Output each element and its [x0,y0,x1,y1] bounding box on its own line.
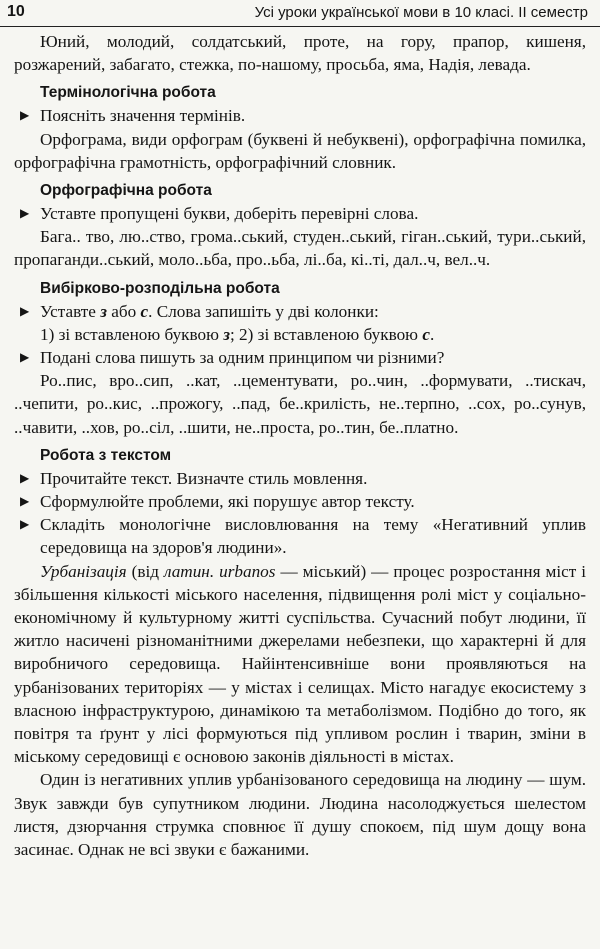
selective-exercise: Ро..пис, вро..сип, ..кат, ..цементувати, ро..чин, ..формувати, ..тискач, ..чепити, ро..кис, ..прожогу, ..пад, бе..крилість, не..терпно, ..сох, ро..сунув, ..чавити, ..хов, ро..сіл, ..шити, не..проста, ро..тин, бе..платно. [14,371,586,437]
task-text: ; 2) зі вставленою буквою [229,324,423,344]
letter-z: з [100,301,107,321]
letter-z: з [223,324,230,344]
task-columns [14,323,586,346]
task-read-text [14,467,586,490]
task-text: Сформулюйте проблеми, які порушує автор тексту. [40,492,415,512]
task-monologue [14,513,586,559]
task-text: Уставте [40,301,101,321]
heading-terminology: Термінологічна робота [40,84,216,102]
task-insert-letters [14,202,586,225]
task-text: або [106,301,141,321]
triangle-bullet-icon: ▶ [20,108,30,123]
task-text: Подані слова пишуть за одним принципом чи різними? [40,348,445,368]
letter-s: с [140,301,149,321]
task-insert-z-or-s [14,300,586,323]
page-content [14,30,586,861]
term-urbanization: Урбанізація [40,561,127,581]
urbanization-paragraph [14,560,586,769]
triangle-bullet-icon: ▶ [20,303,30,318]
page-number: 10 [7,3,25,20]
terminology-text: Орфограма, види орфограм (буквені й небуквені), орфографічна помилка, орфографічна грамотність, орфографічний словник. [14,129,586,172]
task-explain-terms [14,104,586,127]
heading-selective: Вибірково-розподільна робота [40,279,280,297]
page-header [0,0,600,27]
task-text: Уставте пропущені букви, доберіть перевірні слова. [40,204,419,224]
triangle-bullet-icon: ▶ [20,350,30,365]
task-text: Прочитайте текст. Визначте стиль мовлення. [40,468,368,488]
orthographic-exercise: Бага.. тво, лю..ство, грома..ський, студен..ський, гіган..ський, тури..ський, пропаганди..ський, моло..ьба, про..ьба, лі..ба, кі..ті, дал..ч, вел..ч. [14,227,586,270]
task-problems [14,490,586,513]
intro-word-list: Юний, молодий, солдатський, проте, на гору, прапор, кишеня, розжарений, забагато, стежка, по-нашому, просьба, яма, Надія, левада. [14,32,586,75]
running-title: Усі уроки української мови в 10 класі. II семестр [254,4,588,21]
letter-s: с [422,324,430,344]
task-text: Поясніть значення термінів. [40,106,246,126]
task-text: 1) зі вставленою буквою [40,324,224,344]
triangle-bullet-icon: ▶ [20,206,30,221]
task-text: Складіть монологічне висловлювання на тему «Негативний уплив середовища на здоров'я людини». [40,515,586,558]
triangle-bullet-icon: ▶ [20,494,30,509]
triangle-bullet-icon: ▶ [20,470,30,485]
triangle-bullet-icon: ▶ [20,517,30,532]
noise-paragraph: Один із негативних уплив урбанізованого середовища на людину — шум. Звук завжди був супутником людини. Людина насолоджується шелестом листя, дзюрчання струмка сповнює її душу спокоєм, під шум дощу вона засинає. Однак не всі звуки є бажаними. [14,770,586,860]
heading-text-work: Робота з текстом [40,446,172,464]
task-text: . [429,324,435,344]
term-source: латин. urbanos [164,561,276,581]
paragraph-text: (від [126,561,164,581]
heading-orthographic: Орфографічна робота [40,182,212,200]
task-text: . Слова запишіть у дві колонки: [148,301,379,321]
paragraph-text: — міський) — процес розростання міст і збільшення кількості міського населення, підвищення ролі міст у соціально-економічному й культурному житті суспільства. Сучасний побут людини, її житло насичені різноманітними джерелами небезпеки, що характерні й для виробничого середовища. Найінтенсивніше вони проявляються на урбанізованих територіях — у містах і селищах. Місто нагадує екосистему з власною інфраструктурою, динамікою та метаболізмом. Подібно до того, як повітря та ґрунт у лісі формуються під упливом рослин і тварин, зміни в міському середовищі є основою законів діяльності в містах. [14,561,586,767]
task-same-principle [14,346,586,369]
